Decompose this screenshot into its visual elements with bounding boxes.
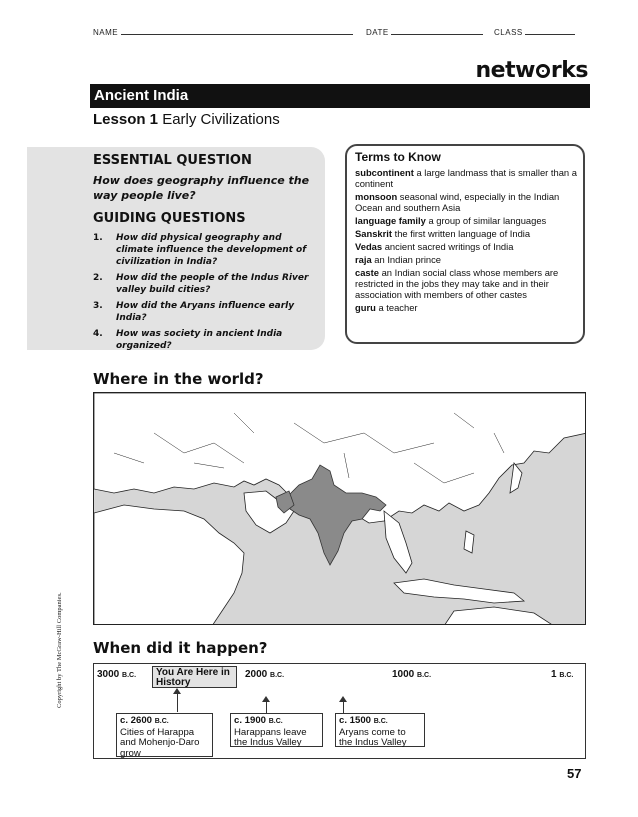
date-label: DATE [366,28,389,37]
timeline-year: 1000 [392,669,415,680]
class-label: CLASS [494,28,523,37]
asia-locator-map [93,392,586,625]
term-definition: the first written language of India [394,228,531,239]
networks-logo [475,58,588,83]
timeline-event [116,713,213,757]
terms-title: Terms to Know [355,150,441,164]
logo-text-start: netw [475,58,535,83]
term-entry [355,167,577,189]
term-word: language family [355,215,426,226]
class-blank[interactable] [525,26,575,35]
when-did-it-happen-heading: When did it happen? [93,639,268,657]
unit-title-bar: Ancient India [90,84,590,108]
timeline-era: B.C. [559,672,574,679]
question-text: How was society in ancient India organized? [116,329,283,351]
map-land-indonesia [394,579,524,603]
name-blank[interactable] [121,26,353,35]
timeline-label [392,669,431,680]
event-era: B.C. [373,718,388,725]
event-era: B.C. [268,718,283,725]
arrow-up-icon [339,696,347,702]
timeline-event [230,713,323,747]
term-word: Sanskrit [355,228,392,239]
event-text: Harappans leave the Indus Valley [234,726,307,748]
lesson-heading [93,111,280,128]
timeline-label [97,669,136,680]
timeline-year: 2000 [245,669,268,680]
guiding-question [93,272,315,296]
guiding-question [93,232,315,268]
map-land-southeast-asia [384,511,412,573]
term-entry [355,215,577,226]
date-field [366,26,483,37]
guiding-questions-list [93,232,315,356]
term-definition: seasonal wind, especially in the Indian Ocean and southern Asia [355,191,560,213]
term-word: Vedas [355,241,383,252]
event-text: Cities of Harappa and Mohenjo-Daro grow [120,726,200,759]
guiding-question [93,328,315,352]
term-entry [355,267,577,300]
term-definition: ancient sacred writings of India [384,241,514,252]
timeline-era: B.C. [122,672,137,679]
question-number: 4. [93,329,103,339]
page-number: 57 [567,766,582,781]
map-land-philippines [464,531,474,553]
map-graphic [94,393,586,625]
logo-o-icon [536,64,550,78]
lesson-title: Early Civilizations [162,111,280,128]
map-land-australia [444,607,554,625]
essential-question-title: ESSENTIAL QUESTION [93,153,252,168]
term-word: monsoon [355,191,398,202]
term-word: guru [355,302,376,313]
term-definition: a group of similar languages [428,215,547,226]
copyright-notice: Copyright by The McGraw-Hill Companies. [56,592,63,708]
where-in-the-world-heading: Where in the world? [93,370,264,388]
question-number: 1. [93,233,103,243]
arrow-up-icon [262,696,270,702]
question-text: How did physical geography and climate influence the development of civilization in India? [116,233,307,267]
event-text: Aryans come to the Indus Valley [339,726,407,748]
arrow-up-icon [173,688,181,694]
question-number: 2. [93,273,103,283]
map-land-japan [510,463,522,493]
class-field [494,26,575,37]
term-word: subcontinent [355,167,414,178]
term-definition: an Indian social class whose members are restricted in the jobs they may take and in their association with members of other castes [355,267,559,300]
guiding-questions-title: GUIDING QUESTIONS [93,211,246,226]
timeline-label [551,669,573,680]
name-field [93,26,353,37]
you-are-here-marker: You Are Here in History [152,666,237,688]
event-date: c. 2600 [120,715,153,726]
question-text: How did the Aryans influence early India? [116,301,295,323]
term-word: caste [355,267,379,278]
timeline-era: B.C. [417,672,432,679]
timeline-year: 3000 [97,669,120,680]
timeline-event [335,713,425,747]
lesson-number: Lesson 1 [93,111,159,128]
question-text: How did the people of the Indus River valley build cities? [116,273,309,295]
timeline-year: 1 [551,669,557,680]
essential-question-text: How does geography influence the way people live? [93,174,310,202]
term-entry [355,228,577,239]
term-entry [355,302,577,313]
logo-text-end: rks [550,58,588,83]
term-word: raja [355,254,372,265]
term-definition: a teacher [378,302,418,313]
name-label: NAME [93,28,119,37]
map-land-africa [94,505,244,625]
guiding-question [93,300,315,324]
date-blank[interactable] [391,26,483,35]
question-number: 3. [93,301,103,311]
term-definition: an Indian prince [374,254,442,265]
term-entry [355,254,577,265]
terms-to-know-box [345,144,585,344]
timeline-era: B.C. [270,672,285,679]
term-definition: a large landmass that is smaller than a continent [355,167,577,189]
term-entry [355,191,577,213]
event-era: B.C. [154,718,169,725]
timeline-label [245,669,284,680]
term-entry [355,241,577,252]
event-date: c. 1500 [339,715,372,726]
event-date: c. 1900 [234,715,267,726]
